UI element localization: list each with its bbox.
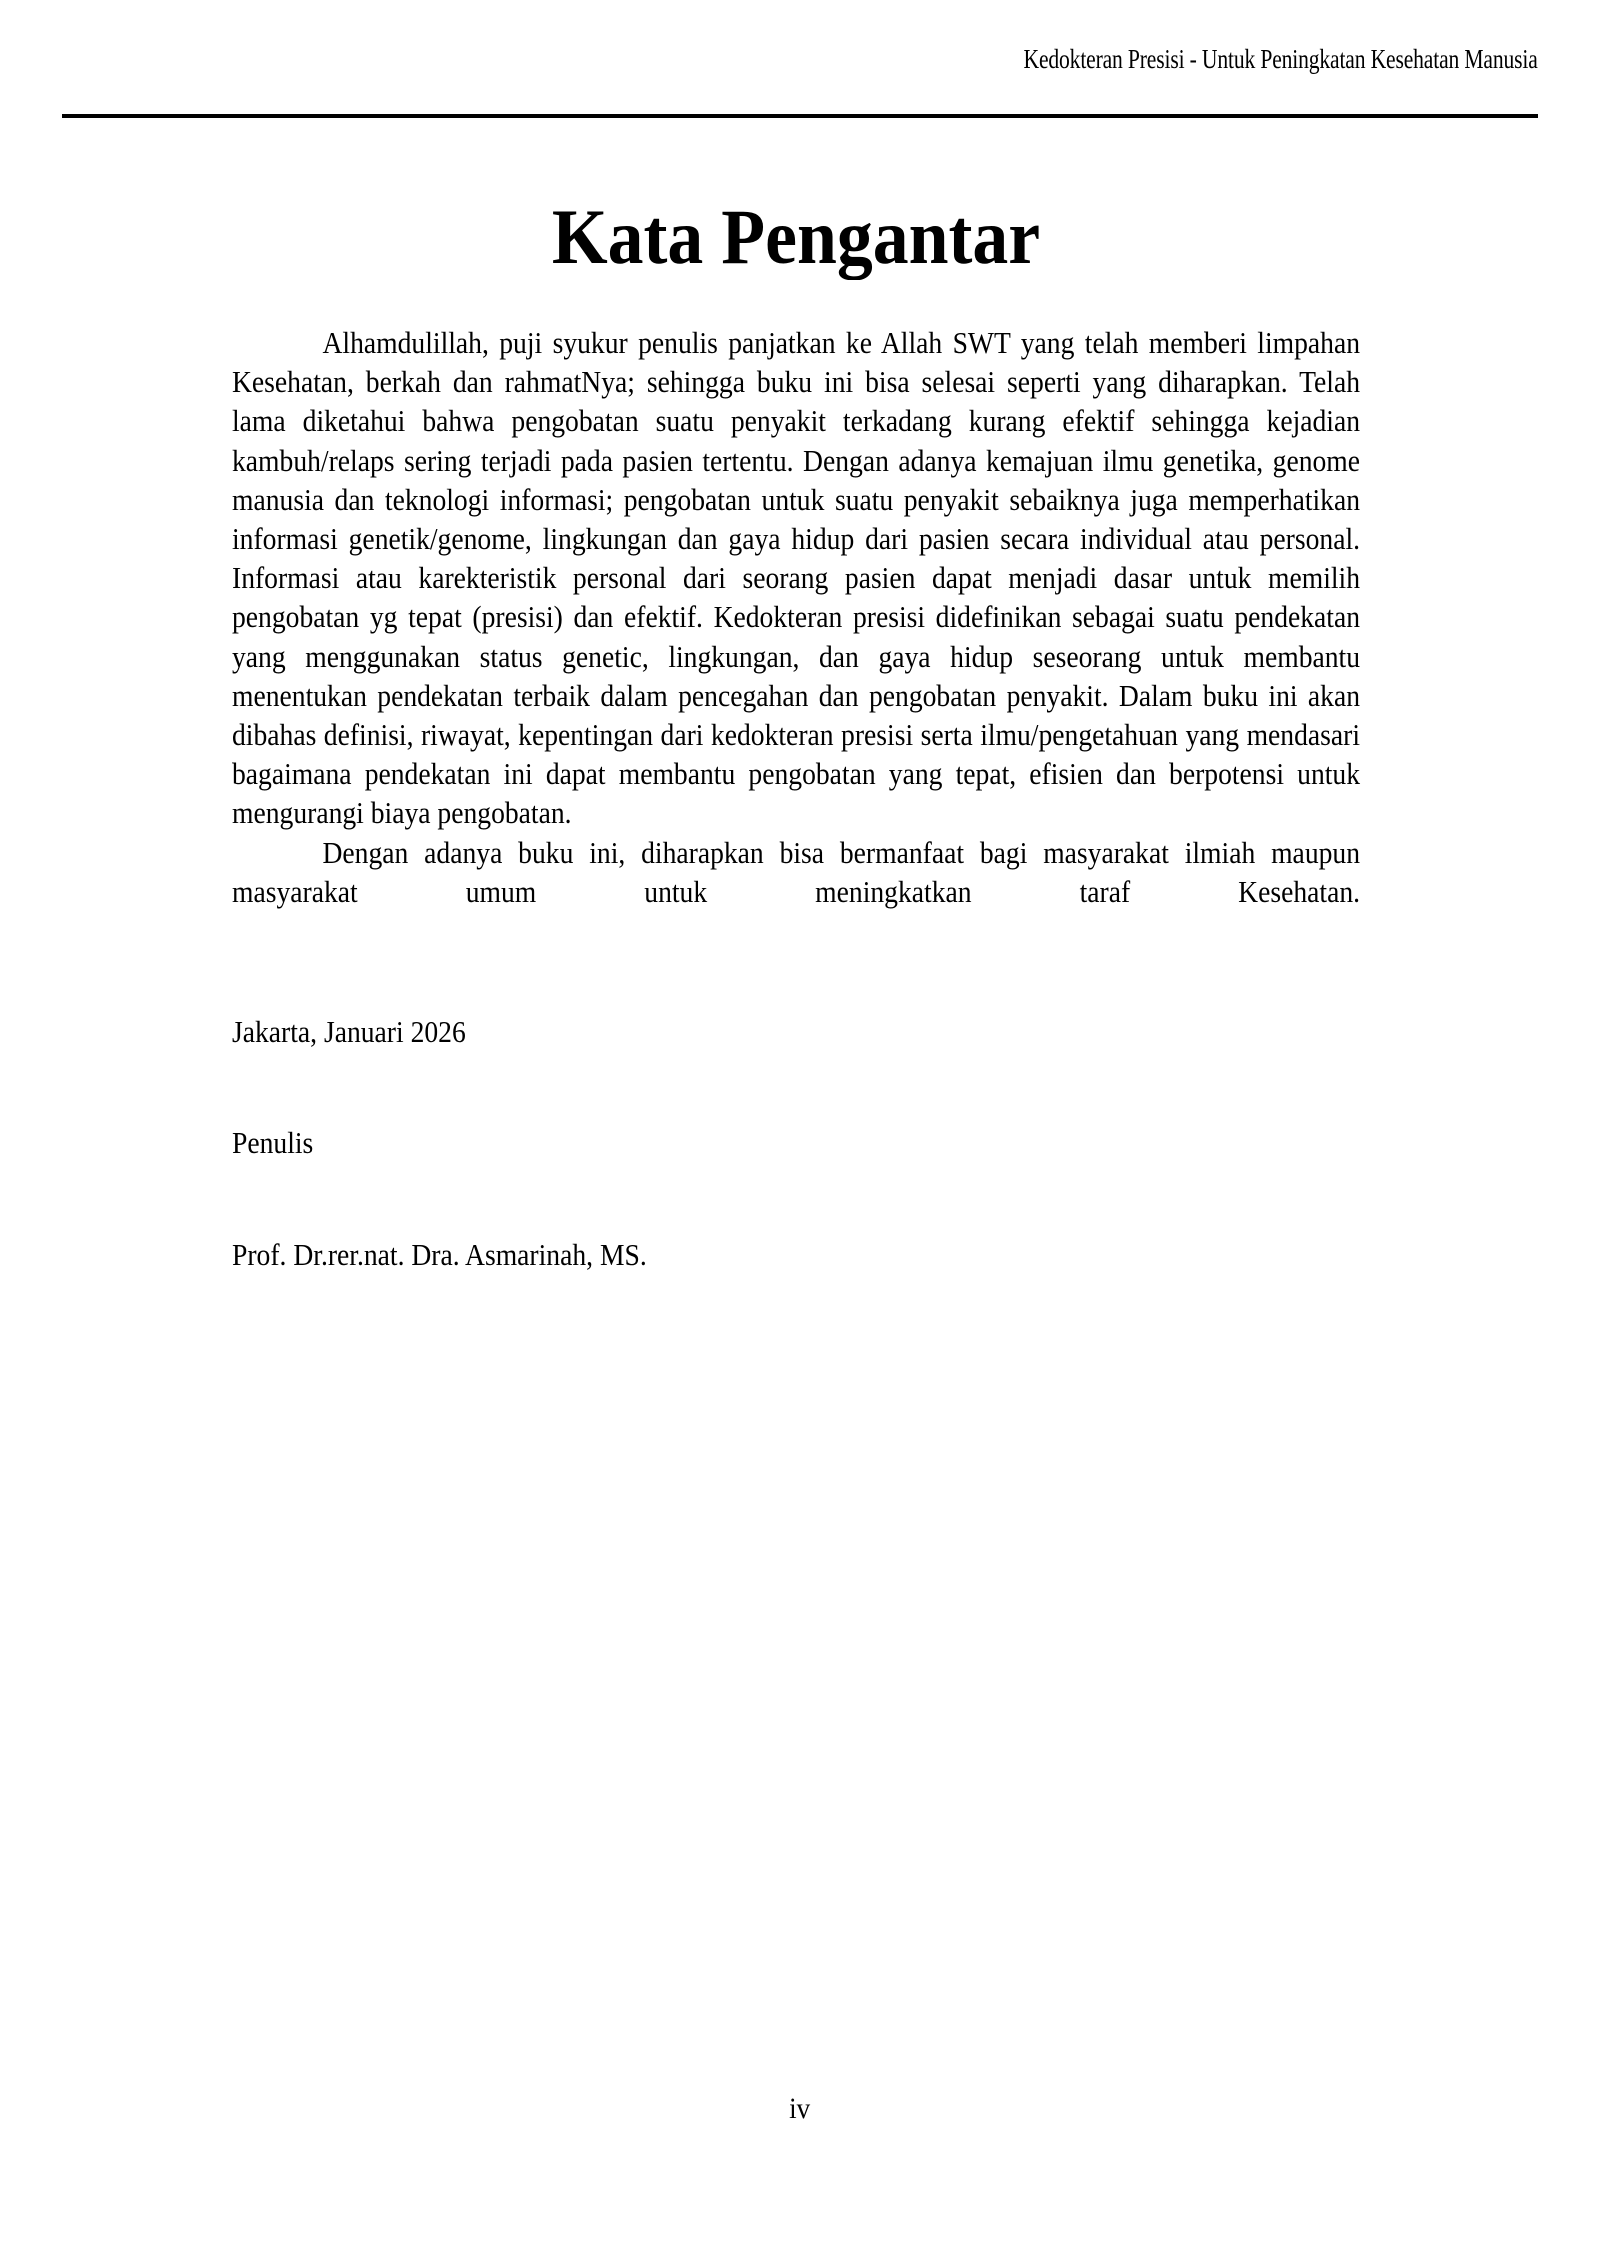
header-rule [62,114,1538,118]
closing-role: Penulis [232,1126,314,1161]
paragraph-1: Alhamdulillah, puji syukur penulis panjatkan ke Allah SWT yang telah memberi limpahan Kesehatan, berkah dan rahmatNya; sehingga buku ini bisa selesai seperti yang diharapkan. Telah lama diketahui bahwa pengobatan suatu penyakit terkadang kurang efektif sehingga kejadian kambuh/relaps sering terjadi pada pasien tertentu. Dengan adanya kemajuan ilmu genetika, genome manusia dan teknologi informasi; pengobatan untuk suatu penyakit sebaiknya juga memperhatikan informasi genetik/genome, lingkungan dan gaya hidup dari pasien secara individual atau personal. Informasi atau karekteristik personal dari seorang pasien dapat menjadi dasar untuk memilih pengobatan yg tepat (presisi) dan efektif. Kedokteran presisi didefinikan sebagai suatu pendekatan yang menggunakan status genetic, lingkungan, dan gaya hidup seseorang untuk membantu menentukan pendekatan terbaik dalam pencegahan dan pengobatan penyakit. Dalam buku ini akan dibahas definisi, riwayat, kepentingan dari kedokteran presisi serta ilmu/pengetahuan yang mendasari bagaimana pendekatan ini dapat membantu pengobatan yang tepat, efisien dan berpotensi untuk mengurangi biaya pengobatan. [232,325,1361,831]
running-header-title: Kedokteran Presisi - Untuk Peningkatan Kesehatan Manusia [1023,44,1538,74]
running-header [62,44,1538,75]
document-body [232,193,1361,1275]
page-number: iv [789,2092,811,2125]
page-footer [0,2092,1600,2125]
closing-spacer-1 [232,1052,1360,1124]
page-title: Kata Pengantar [551,193,1041,280]
closing-block [232,1013,1360,1275]
closing-author-name: Prof. Dr.rer.nat. Dra. Asmarinah, MS. [232,1237,647,1272]
closing-spacer-2 [232,1164,1360,1236]
closing-place-date: Jakarta, Januari 2026 [232,1015,466,1050]
paragraph-2: Dengan adanya buku ini, diharapkan bisa bermanfaat bagi masyarakat ilmiah maupun masyarakat umum untuk meningkatkan taraf Kesehatan. [232,835,1361,909]
